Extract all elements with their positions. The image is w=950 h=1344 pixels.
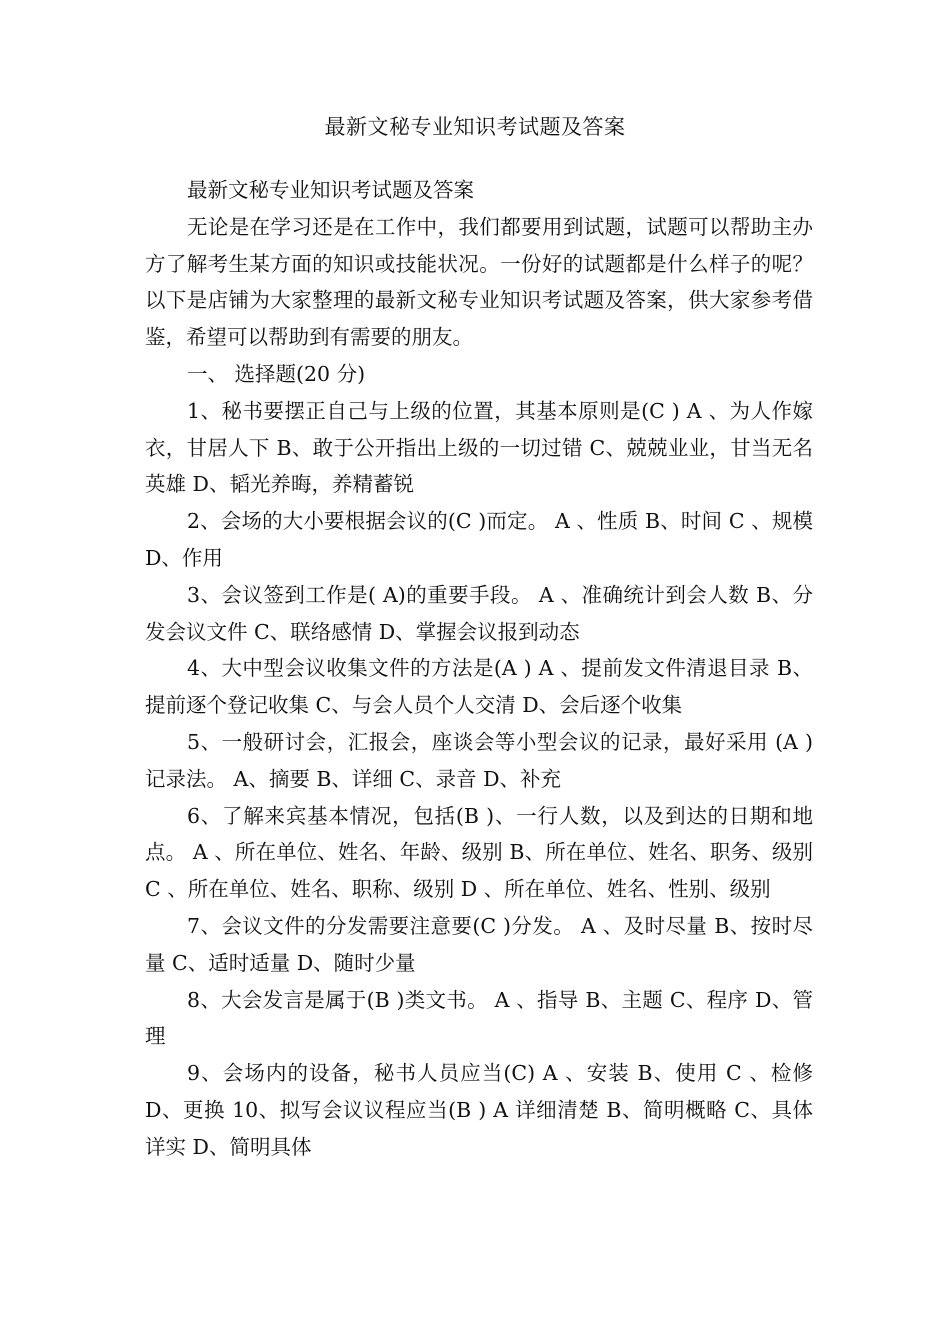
intro-paragraph: 无论是在学习还是在工作中，我们都要用到试题，试题可以帮助主办方了解考生某方面的知识或技能状况。一份好的试题都是什么样子的呢？以下是店铺为大家整理的最新文秘专业知识考试题及答案，供大家参考借鉴，希望可以帮助到有需要的朋友。 — [145, 214, 813, 350]
subtitle-paragraph: 最新文秘专业知识考试题及答案 — [187, 178, 474, 202]
question-5: 5、一般研讨会，汇报会，座谈会等小型会议的记录，最好采用 (A )记录法。 A、摘要 B、详细 C、录音 D、补充 — [145, 729, 813, 791]
question-9-10: 9、会场内的设备，秘书人员应当(C) A 、安装 B、使用 C 、检修 D、更换 10、拟写会议议程应当(B ) A 详细清楚 B、简明概略 C、具体详实 D、简明具体 — [145, 1061, 813, 1159]
question-7: 7、会议文件的分发需要注意要(C )分发。 A 、及时尽量 B、按时尽量 C、适时适量 D、随时少量 — [145, 913, 813, 975]
question-2: 2、会场的大小要根据会议的(C )而定。 A 、性质 B、时间 C 、规模 D、作用 — [145, 509, 813, 570]
question-4: 4、大中型会议收集文件的方法是(A ) A 、提前发文件清退目录 B、提前逐个登记收集 C、与会人员个人交清 D、会后逐个收集 — [145, 656, 813, 718]
question-8: 8、大会发言是属于(B )类文书。 A 、指导 B、主题 C、程序 D、管 理 — [145, 987, 813, 1049]
question-6: 6、了解来宾基本情况，包括(B )、一行人数，以及到达的日期和地点。 A 、所在单位、姓名、年龄、级别 B、所在单位、姓名、职务、级别 C 、所在单位、姓名、职称、级别 D 、所在单位、姓名、性别、级别 — [145, 803, 813, 902]
section-heading: 一、 选择题(20 分) — [187, 361, 366, 386]
question-1: 1、秘书要摆正自己与上级的位置，其基本原则是(C ) A 、为人作嫁衣，甘居人下 B、敢于公开指出上级的一切过错 C、兢兢业业，甘当无名英雄 D、韬光养晦，养精蓄锐 — [145, 398, 813, 497]
page-title: 最新文秘专业知识考试题及答案 — [324, 115, 626, 139]
document-body — [145, 172, 813, 1166]
question-3: 3、会议签到工作是( A)的重要手段。 A 、准确统计到会人数 B、分发会议文件 C、联络感情 D、掌握会议报到动态 — [145, 582, 813, 644]
